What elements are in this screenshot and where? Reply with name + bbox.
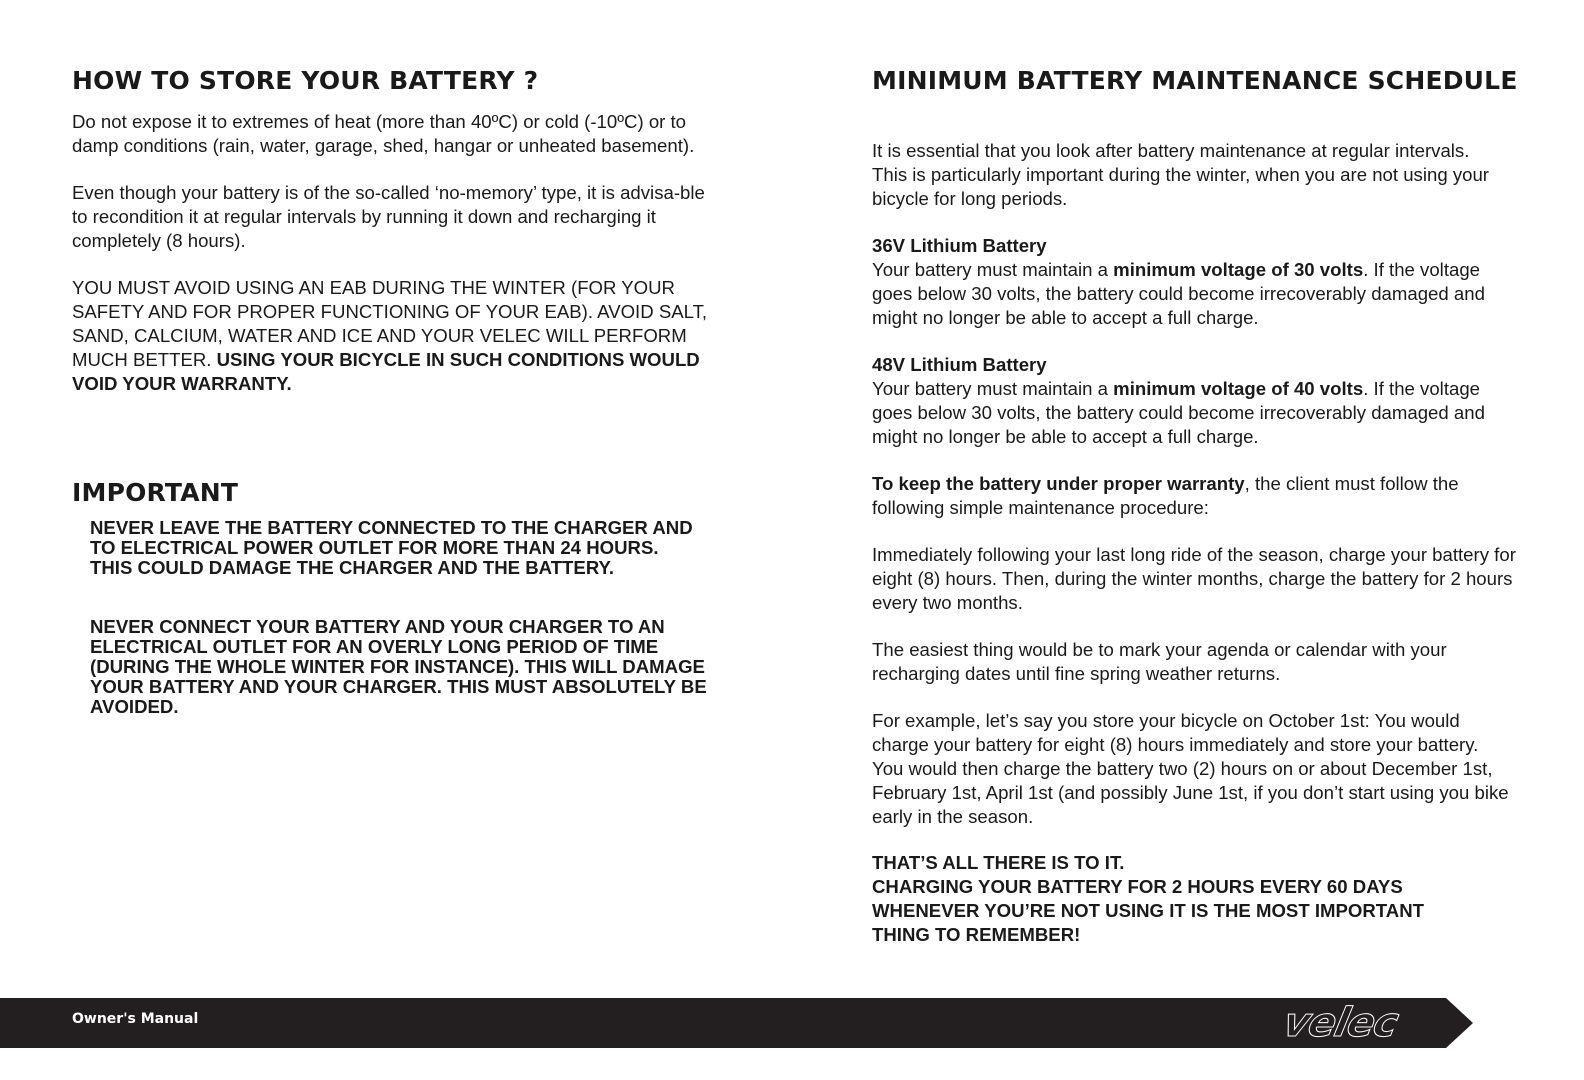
battery-36v-min-voltage: minimum voltage of 30 volts <box>1113 259 1364 280</box>
battery-36v-section <box>872 234 1522 330</box>
maintenance-heading: MINIMUM BATTERY MAINTENANCE SCHEDULE <box>872 66 1518 95</box>
store-paragraph-2: Even though your battery is of the so-called ‘no-memory’ type, it is advisa-ble to recondition it at regular intervals by running it down and recharging it completely (8 hours). <box>72 182 705 251</box>
battery-48v-pre: Your battery must maintain a <box>872 378 1114 399</box>
owners-manual-label: Owner's Manual <box>72 1011 199 1027</box>
closing-line-2: CHARGING YOUR BATTERY FOR 2 HOURS EVERY 60 DAYS WHENEVER YOU’RE NOT USING IT IS THE MOST IMPORTANT THING TO REMEMBER! <box>872 876 1424 945</box>
battery-48v-title: 48V Lithium Battery <box>872 354 1047 375</box>
velec-logo: velec <box>1279 1000 1402 1046</box>
store-paragraph-3-text: YOU MUST AVOID USING AN EAB DURING THE WINTER (FOR YOUR SAFETY AND FOR PROPER FUNCTIONING OF YOUR EAB). AVOID SALT, SAND, CALCIUM, WATER AND ICE AND YOUR VELEC WILL PERFORM MUCH BETTER. <box>72 277 708 370</box>
store-paragraph-3 <box>72 276 732 396</box>
closing-line-1: THAT’S ALL THERE IS TO IT. <box>872 852 1125 873</box>
important-paragraph-1: NEVER LEAVE THE BATTERY CONNECTED TO THE CHARGER AND TO ELECTRICAL POWER OUTLET FOR MORE THAN 24 HOURS. THIS COULD DAMAGE THE CHARGER AND THE BATTERY. <box>90 517 693 578</box>
store-heading: HOW TO STORE YOUR BATTERY ? <box>72 66 539 95</box>
warranty-paragraph <box>872 472 1512 520</box>
example-paragraph: For example, let’s say you store your bicycle on October 1st: You would charge your battery for eight (8) hours immediately and store your battery. You would then charge the battery two (2) hours on or about December 1st, February 1st, April 1st (and possibly June 1st, if you don’t start using you bike early in the season. <box>872 710 1509 827</box>
closing-block <box>872 851 1472 947</box>
battery-36v-title: 36V Lithium Battery <box>872 235 1047 256</box>
procedure-paragraph: Immediately following your last long ride of the season, charge your battery for eight (8) hours. Then, during the winter months, charge the battery for 2 hours every two months. <box>872 544 1516 613</box>
battery-48v-post: . If the voltage goes below 30 volts, the battery could become irrecoverably damaged and might no longer be able to accept a full charge. <box>872 378 1485 447</box>
battery-36v-pre: Your battery must maintain a <box>872 259 1114 280</box>
important-paragraph-2: NEVER CONNECT YOUR BATTERY AND YOUR CHARGER TO AN ELECTRICAL OUTLET FOR AN OVERLY LONG PERIOD OF TIME (DURING THE WHOLE WINTER FOR INSTANCE). THIS WILL DAMAGE YOUR BATTERY AND YOUR CHARGER. THIS MUST ABSOLUTELY BE AVOIDED. <box>90 616 707 717</box>
warranty-warning: USING YOUR BICYCLE IN SUCH CONDITIONS WOULD VOID YOUR WARRANTY. <box>72 349 700 394</box>
store-paragraph-1: Do not expose it to extremes of heat (more than 40ºC) or cold (-10ºC) or to damp conditions (rain, water, garage, shed, hangar or unheated basement). <box>72 111 695 156</box>
calendar-paragraph: The easiest thing would be to mark your agenda or calendar with your recharging dates until fine spring weather returns. <box>872 639 1447 684</box>
warranty-lead: To keep the battery under proper warranty <box>872 473 1245 494</box>
important-heading: IMPORTANT <box>72 478 239 507</box>
battery-48v-min-voltage: minimum voltage of 40 volts <box>1113 378 1364 399</box>
footer-bar <box>0 998 1584 1048</box>
battery-36v-post: . If the voltage goes below 30 volts, the battery could become irrecoverably damaged and might no longer be able to accept a full charge. <box>872 259 1485 328</box>
maintenance-intro: It is essential that you look after battery maintenance at regular intervals. This is particularly important during the winter, when you are not using your bicycle for long periods. <box>872 140 1489 209</box>
battery-48v-section <box>872 353 1522 449</box>
warranty-text: , the client must follow the following simple maintenance procedure: <box>872 473 1459 518</box>
